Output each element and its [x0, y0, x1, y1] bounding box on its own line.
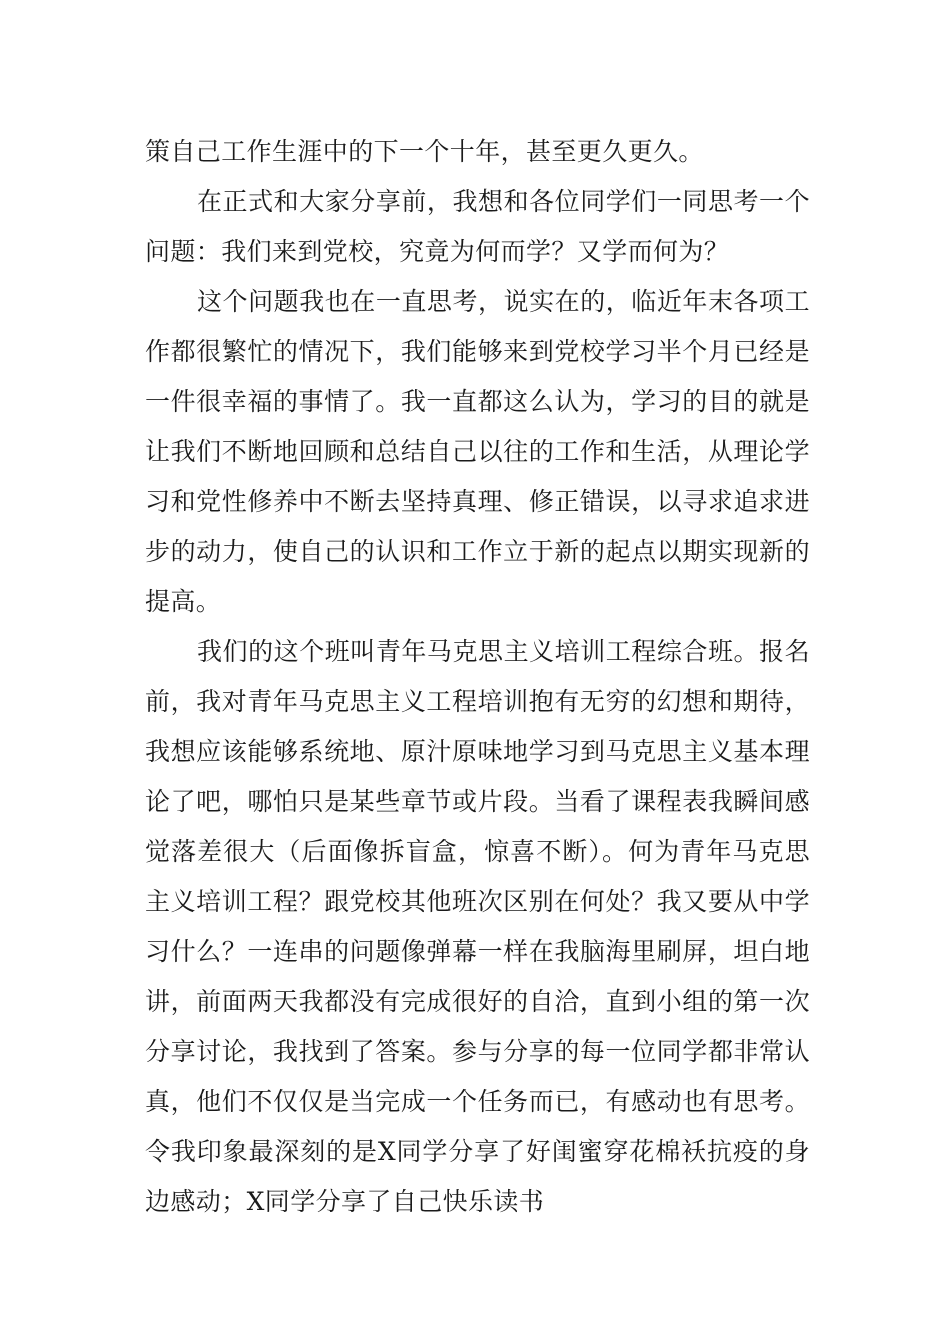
paragraph-continuation: 策自己工作生涯中的下一个十年，甚至更久更久。 [145, 137, 704, 166]
paragraph: 我们的这个班叫青年马克思主义培训工程综合班。报名前，我对青年马克思主义工程培训抱有无穷的幻想和期待，我想应该能够系统地、原汁原味地学习到马克思主义基本理论了吧，哪怕只是某些章节或片段。当看了课程表我瞬间感觉落差很大（后面像拆盲盒，惊喜不断）。何为青年马克思主义培训工程？跟党校其他班次区别在何处？我又要从中学习什么？一连串的问题像弹幕一样在我脑海里刷屏，坦白地讲，前面两天我都没有完成很好的自洽，直到小组的第一次分享讨论，我找到了答案。参与分享的每一位同学都非常认真，他们不仅仅是当完成一个任务而已，有感动也有思考。令我印象最深刻的是X同学分享了好闺蜜穿花棉袄抗疫的身边感动；X同学分享了自己快乐读书 [145, 637, 810, 1216]
paragraph: 这个问题我也在一直思考，说实在的，临近年末各项工作都很繁忙的情况下，我们能够来到党校学习半个月已经是一件很幸福的事情了。我一直都这么认为，学习的目的就是让我们不断地回顾和总结自己以往的工作和生活，从理论学习和党性修养中不断去坚持真理、修正错误，以寻求追求进步的动力，使自己的认识和工作立于新的起点以期实现新的提高。 [145, 287, 810, 616]
paragraph: 在正式和大家分享前，我想和各位同学们一同思考一个问题：我们来到党校，究竟为何而学？又学而何为？ [145, 187, 810, 266]
document-body [145, 127, 810, 1227]
